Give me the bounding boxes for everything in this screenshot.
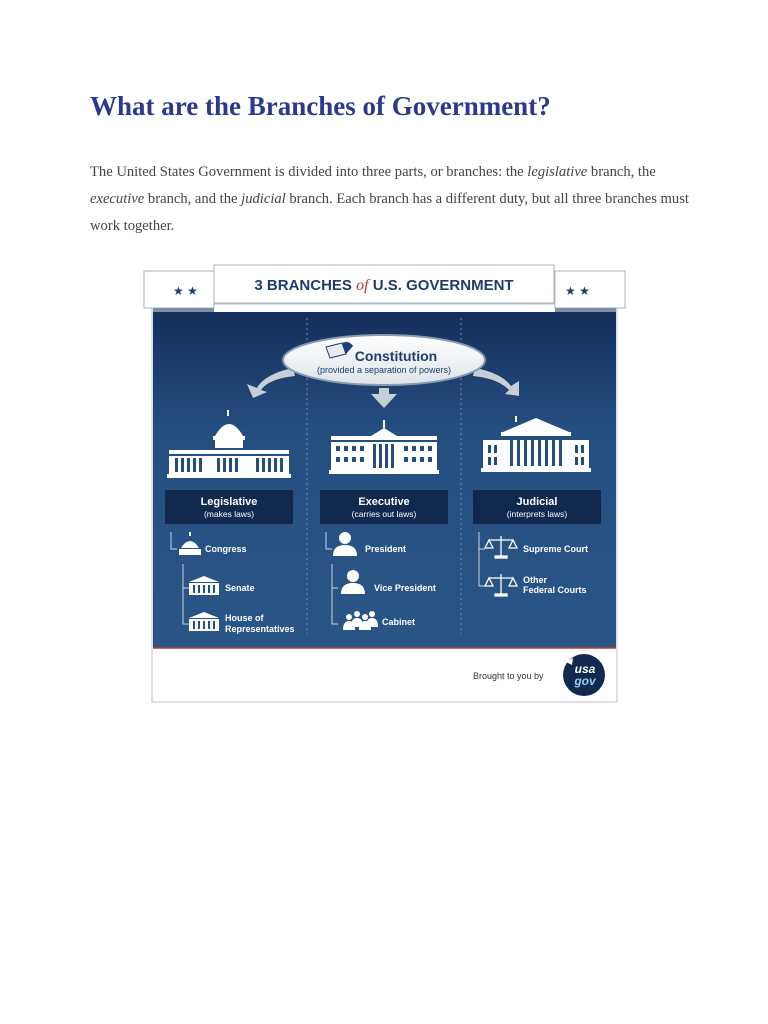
- other-courts-label-line1: Other: [523, 575, 548, 585]
- constitution-subtitle: (provided a separation of powers): [316, 365, 452, 375]
- legislative-name: Legislative: [200, 496, 258, 508]
- banner-title: 3 BRANCHES of U.S. GOVERNMENT: [254, 277, 514, 294]
- house-label-line1: House of: [225, 613, 264, 623]
- house-label-line2: Representatives: [225, 624, 295, 634]
- vice-president-label: Vice President: [374, 583, 436, 593]
- legislative-term: legislative: [527, 164, 588, 180]
- brought-to-you-by: Brought to you by: [473, 671, 544, 681]
- intro-paragraph: The United States Government is divided into three parts, or branches: the legislative branch, the executive branch, and the judicial branch. Each branch has a different duty, but all three branches must work together.: [90, 164, 689, 234]
- usagov-logo: [563, 654, 605, 696]
- branches-infographic: [143, 264, 626, 704]
- svg-text:gov: gov: [574, 674, 596, 688]
- judicial-name: Judicial: [516, 496, 558, 508]
- judicial-role: (interprets laws): [506, 509, 568, 519]
- stars-left-icon: ★ ★: [173, 284, 198, 298]
- other-courts-label-line2: Federal Courts: [523, 585, 587, 595]
- stars-right-icon: ★ ★: [565, 284, 590, 298]
- constitution-title: Constitution: [354, 348, 438, 364]
- executive-role: (carries out laws): [351, 509, 417, 519]
- judicial-term: judicial: [241, 191, 286, 207]
- svg-text:usa: usa: [574, 662, 596, 676]
- legislative-role: (makes laws): [203, 509, 255, 519]
- executive-name: Executive: [358, 496, 410, 508]
- president-label: President: [365, 544, 407, 554]
- cabinet-label: Cabinet: [382, 617, 416, 627]
- senate-label: Senate: [225, 583, 255, 593]
- page-title: What are the Branches of Government?: [90, 91, 551, 121]
- congress-label: Congress: [205, 544, 247, 554]
- executive-term: executive: [90, 191, 145, 207]
- supreme-court-label: Supreme Court: [523, 544, 589, 554]
